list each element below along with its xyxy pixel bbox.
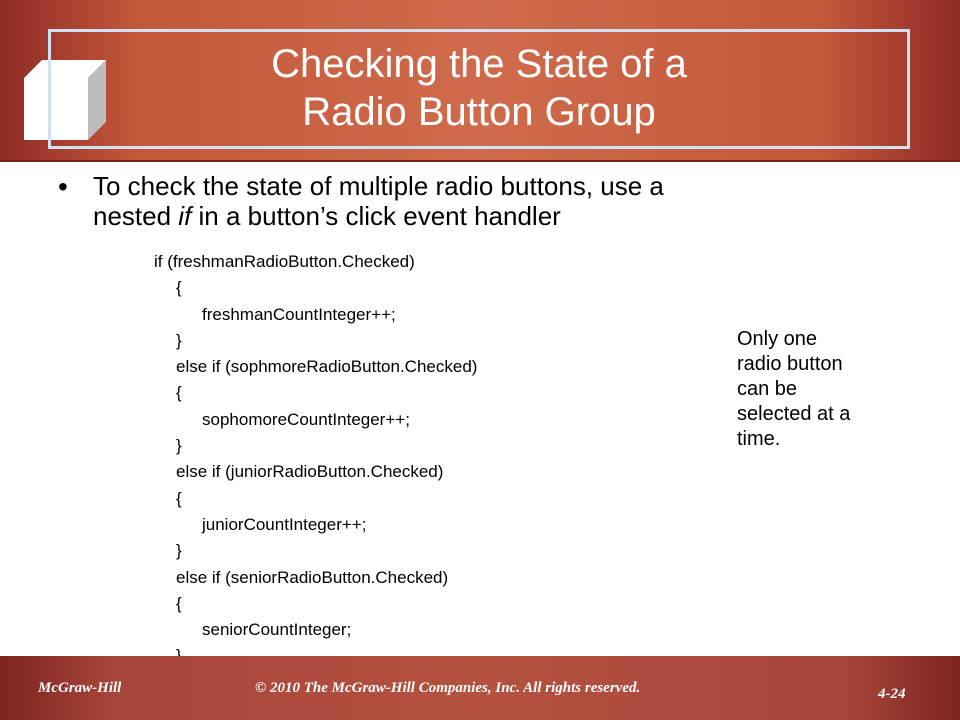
bullet-line-2-end: in a button’s click event handler [191, 201, 561, 231]
bullet-line-2 [93, 201, 913, 231]
bullet-line-1: To check the state of multiple radio buttons, use a [93, 171, 664, 201]
slide-number: 4-24 [878, 686, 906, 702]
code-line: { [176, 278, 182, 298]
bullet-line-2-start: nested [93, 201, 179, 231]
side-note-line: selected at a [737, 403, 851, 425]
footer-copyright: © 2010 The McGraw-Hill Companies, Inc. All rights reserved. [255, 680, 641, 696]
code-line: seniorCountInteger; [202, 620, 352, 640]
code-block [154, 249, 477, 670]
code-line: else if (sophmoreRadioButton.Checked) [176, 357, 478, 377]
footer-publisher: McGraw-Hill [38, 680, 122, 696]
side-note-line: can be [737, 378, 798, 400]
code-line: { [176, 488, 182, 508]
code-line: freshmanCountInteger++; [202, 304, 396, 324]
side-note [737, 327, 897, 452]
side-note-line: Only one [737, 328, 818, 350]
code-line: } [176, 541, 182, 561]
code-line: if (freshmanRadioButton.Checked) [154, 252, 415, 271]
code-line: else if (seniorRadioButton.Checked) [176, 567, 449, 587]
slide-title-line-2: Radio Button Group [302, 90, 656, 134]
slide-title-line-1: Checking the State of a [271, 42, 687, 86]
side-note-line: time. [737, 428, 781, 450]
bullet-marker: • [58, 171, 68, 202]
code-line: else if (juniorRadioButton.Checked) [176, 462, 444, 482]
bullet-text [93, 171, 913, 231]
code-line: } [176, 330, 182, 350]
code-line: sophomoreCountInteger++; [202, 409, 410, 429]
code-line: { [176, 383, 182, 403]
code-line: juniorCountInteger++; [202, 514, 367, 534]
slide-title [48, 40, 910, 136]
bullet-italic-if: if [178, 201, 192, 231]
code-line: { [176, 593, 182, 613]
side-note-line: radio button [737, 353, 843, 375]
code-line: } [176, 436, 182, 456]
